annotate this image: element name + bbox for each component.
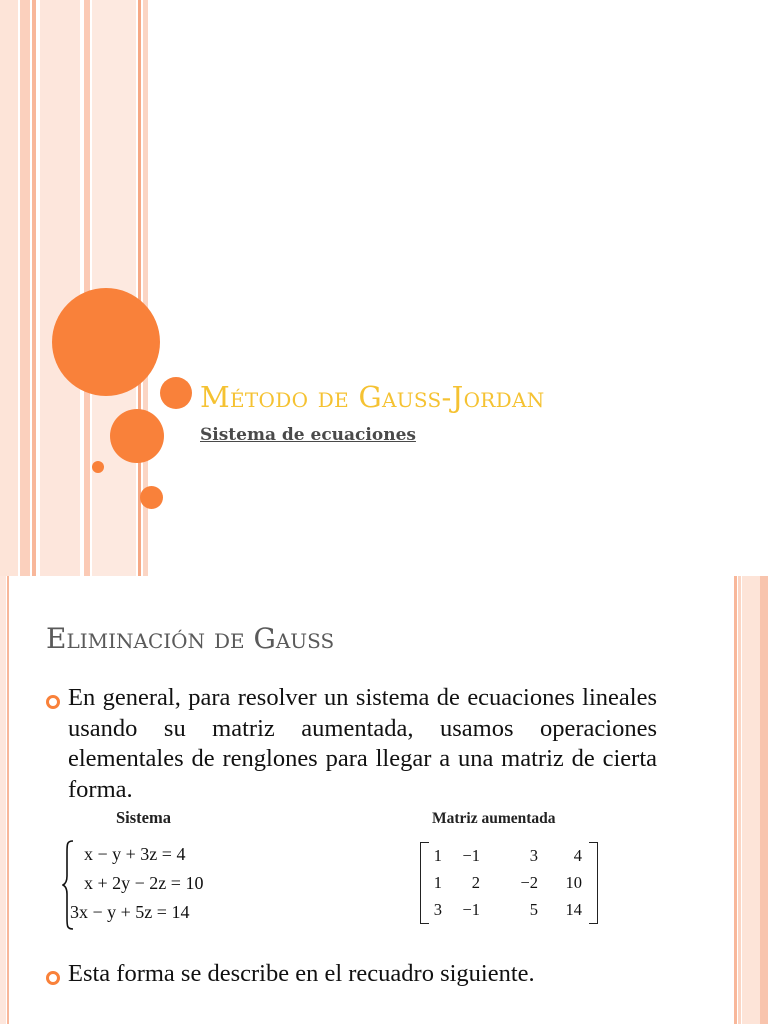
decorative-stripe: [760, 576, 768, 1024]
matrix-cell: 3: [433, 900, 442, 919]
matrix-cell: −2: [520, 873, 538, 892]
decorative-circle: [140, 486, 163, 509]
content-slide: [0, 576, 768, 1024]
equation-system: [62, 840, 282, 930]
matrix-cell: 5: [529, 900, 538, 919]
decorative-circle-large: [52, 288, 160, 396]
matrix-cell: 3: [529, 846, 538, 865]
decorative-stripe: [7, 576, 9, 1024]
slide-title: Método de Gauss-Jordan: [200, 380, 545, 414]
matrix-cell: 2: [471, 873, 480, 892]
decorative-stripe: [0, 576, 6, 1024]
slide-heading: Eliminación de Gauss: [46, 622, 335, 655]
bullet-item: [46, 686, 660, 812]
matrix-cell: 10: [565, 873, 582, 892]
system-label: Sistema: [116, 808, 171, 827]
decorative-stripe: [138, 0, 141, 576]
bullet-circle-icon: [46, 695, 60, 709]
matrix-cell: −1: [462, 846, 480, 865]
matrix-cell: 14: [565, 900, 582, 919]
decorative-circle: [92, 461, 104, 473]
bullet-text: Esta forma se describe en el recuadro siguiente.: [68, 960, 535, 987]
bullet-item: [46, 962, 660, 996]
bullet-circle-icon: [46, 971, 60, 985]
augmented-matrix: [420, 842, 598, 926]
decorative-stripe: [20, 0, 30, 576]
decorative-stripe: [742, 576, 760, 1024]
decorative-circle: [110, 409, 164, 463]
decorative-circle: [160, 377, 192, 409]
equation-line: x − y + 3z = 4: [84, 844, 186, 864]
matrix-right-bracket: [589, 842, 598, 924]
decorative-stripe: [40, 0, 80, 576]
matrix-cell: 1: [433, 873, 442, 892]
decorative-stripe: [0, 0, 18, 576]
decorative-stripe: [32, 0, 36, 576]
matrix-label: Matriz aumentada: [432, 810, 556, 827]
equation-line: x + 2y − 2z = 10: [84, 873, 204, 893]
decorative-stripe: [84, 0, 90, 576]
matrix-cell: 4: [573, 846, 582, 865]
equation-line: 3x − y + 5z = 14: [70, 902, 190, 922]
decorative-stripe: [738, 576, 741, 1024]
bullet-text: En general, para resolver un sistema de ecuaciones lineales usando su matriz aumentada, usamos operaciones elementales de renglones para llegar a una matriz de cierta forma.: [68, 684, 657, 803]
slide-subtitle: Sistema de ecuaciones: [200, 425, 416, 445]
matrix-cell: −1: [462, 900, 480, 919]
decorative-stripe: [734, 576, 737, 1024]
matrix-cell: 1: [433, 846, 442, 865]
